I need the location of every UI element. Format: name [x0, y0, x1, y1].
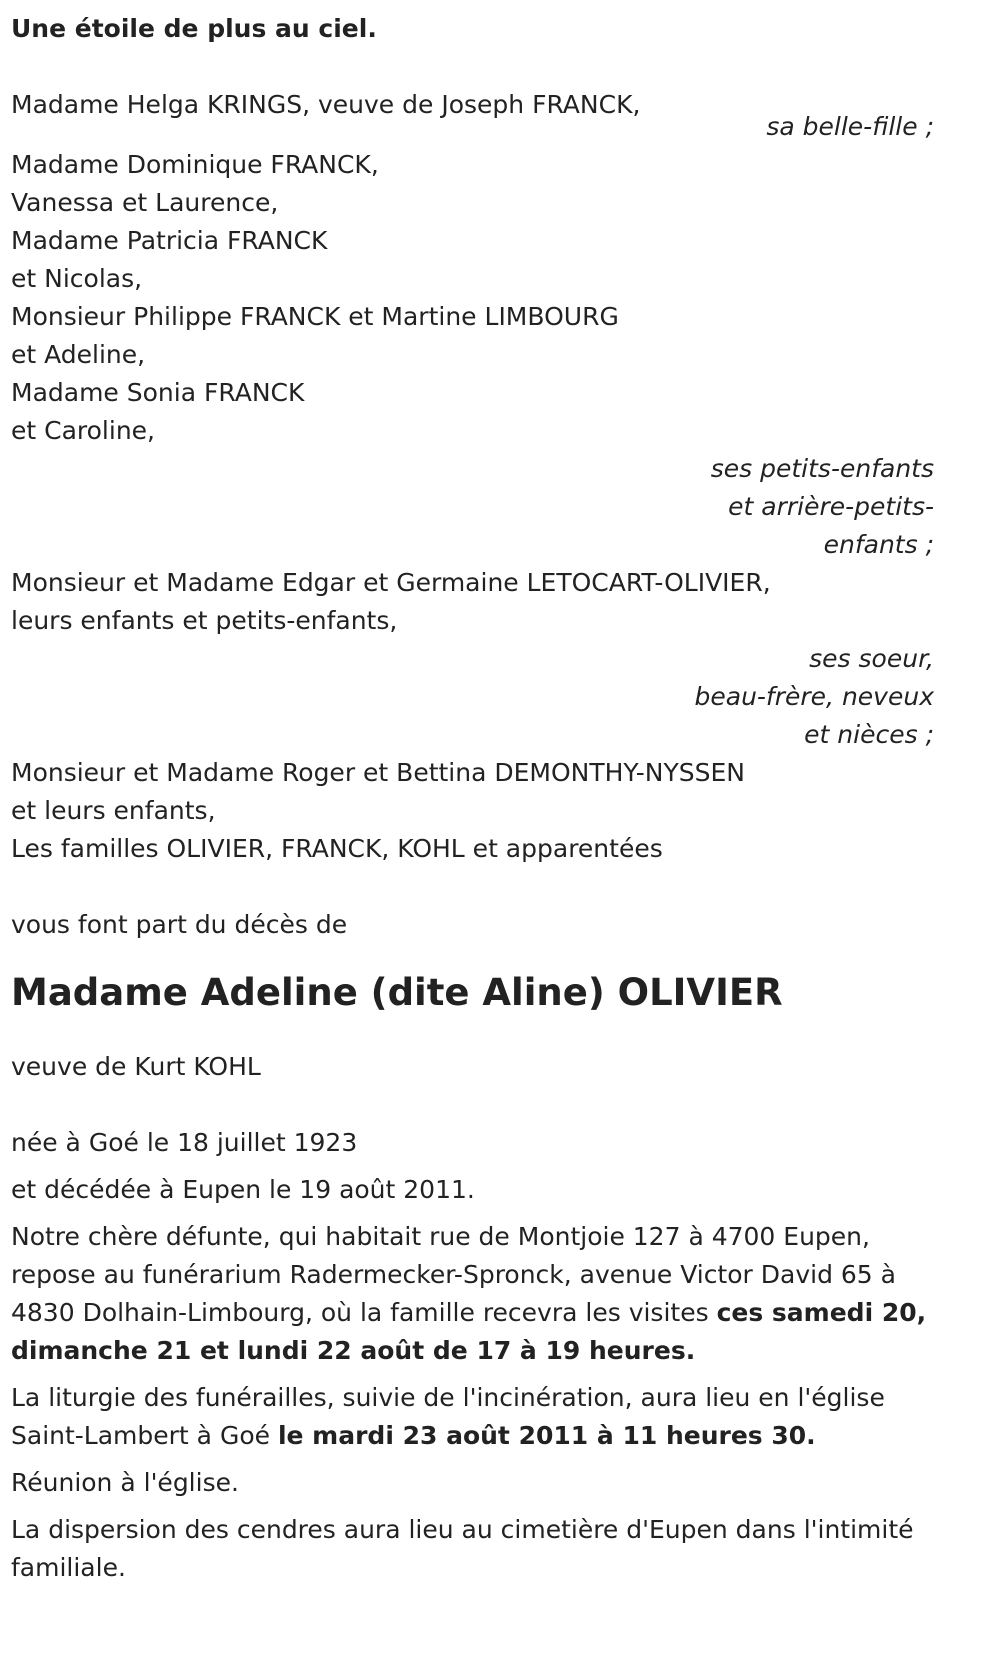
liturgy-paragraph [11, 1379, 934, 1455]
family-line: Madame Dominique FRANCK, [11, 150, 379, 179]
family-line: Monsieur et Madame Roger et Bettina DEMONTHY-NYSSEN [11, 758, 745, 787]
family-group-others [11, 754, 934, 868]
spacer [11, 1086, 934, 1124]
relation-label: enfants ; [823, 530, 934, 559]
family-group-sister [11, 564, 934, 754]
visits-dates: ces samedi 20, dimanche 21 et lundi 22 août de 17 à 19 heures. [11, 1298, 927, 1365]
visits-text: Notre chère défunte, qui habitait rue de Montjoie 127 à 4700 Eupen, repose au funérarium Radermecker-Spronck, avenue Victor David 65 à 4830 Dolhain-Limbourg, où la famille recevra les visites [11, 1222, 896, 1327]
family-line: et Caroline, [11, 416, 155, 445]
family-group-daughter-in-law [11, 86, 934, 146]
death-info: et décédée à Eupen le 19 août 2011. [11, 1175, 475, 1204]
relation-label: sa belle-fille ; [766, 112, 934, 141]
family-line: Madame Helga KRINGS, veuve de Joseph FRANCK, [11, 90, 641, 119]
meeting-info: Réunion à l'église. [11, 1468, 239, 1497]
family-line: Les familles OLIVIER, FRANCK, KOHL et apparentées [11, 834, 663, 863]
liturgy-date: le mardi 23 août 2011 à 11 heures 30. [277, 1421, 816, 1450]
widow-of: veuve de Kurt KOHL [11, 1052, 261, 1081]
family-line: et Adeline, [11, 340, 146, 369]
family-line: Monsieur et Madame Edgar et Germaine LETOCART-OLIVIER, [11, 568, 771, 597]
family-line: Madame Patricia FRANCK [11, 226, 328, 255]
relation-label: ses petits-enfants [710, 454, 934, 483]
family-line: Monsieur Philippe FRANCK et Martine LIMBOURG [11, 302, 619, 331]
headline: Une étoile de plus au ciel. [11, 14, 377, 43]
spacer [11, 868, 934, 906]
dispersion-info: La dispersion des cendres aura lieu au cimetière d'Eupen dans l'intimité familiale. [11, 1515, 914, 1582]
relation-label: ses soeur, [809, 644, 934, 673]
birth-info: née à Goé le 18 juillet 1923 [11, 1128, 358, 1157]
relation-label: beau-frère, neveux [694, 682, 934, 711]
announcement: vous font part du décès de [11, 910, 348, 939]
visits-paragraph [11, 1218, 934, 1370]
relation-label: et arrière-petits- [728, 492, 934, 521]
family-line: leurs enfants et petits-enfants, [11, 606, 398, 635]
family-line: Madame Sonia FRANCK [11, 378, 305, 407]
family-line: et Nicolas, [11, 264, 143, 293]
family-line: et leurs enfants, [11, 796, 216, 825]
relation-label: et nièces ; [804, 720, 934, 749]
deceased-name: Madame Adeline (dite Aline) OLIVIER [11, 971, 783, 1014]
liturgy-text: La liturgie des funérailles, suivie de l'incinération, aura lieu en l'église Saint-Lambert à Goé [11, 1383, 885, 1450]
family-line: Vanessa et Laurence, [11, 188, 279, 217]
family-group-grandchildren [11, 146, 934, 564]
